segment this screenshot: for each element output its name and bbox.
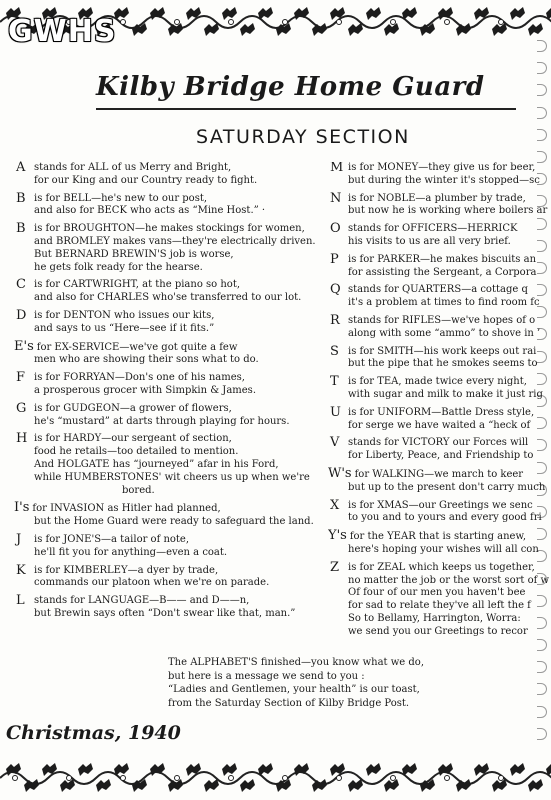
holly-leaf <box>204 779 219 792</box>
verse-line: for assisting the Sergeant, a Corpora <box>348 266 537 278</box>
verse-line: for sad to relate they've all left the f <box>348 600 531 612</box>
verse-line: and also for BECK who acts as “Mine Host.” · <box>34 205 266 217</box>
verse-entry <box>328 465 551 495</box>
spiral-ring <box>537 62 547 74</box>
verse-line: bored. <box>122 484 155 496</box>
verse-letter: R <box>330 312 340 328</box>
watermark-logo: GWHS <box>8 14 117 49</box>
verse-line: is for BELL—he's new to our post, <box>34 192 208 204</box>
verse-line: is for GUDGEON—a grower of flowers, <box>34 402 232 414</box>
verse-line: And HOLGATE has “journeyed” afar in his Ford, <box>34 458 279 470</box>
spiral-ring <box>537 661 547 673</box>
holly-berry <box>391 776 396 781</box>
verse-line: for Liberty, Peace, and Friendship to <box>348 450 534 462</box>
verse-line: stands for VICTORY our Forces will <box>348 437 529 449</box>
holly-leaf <box>510 7 525 20</box>
verse-line: stands for ALL of us Merry and Bright, <box>34 162 232 173</box>
verse-line: for serge we have waited a “heck of <box>348 419 531 431</box>
verse-line: but during the winter it's stopped—sc <box>348 174 540 186</box>
verse-letter: B <box>16 190 26 206</box>
verse-entry <box>328 223 551 249</box>
verse-letter: P <box>330 251 339 267</box>
verse-letter: Y's <box>328 528 347 544</box>
verse-letter: K <box>16 562 26 578</box>
verse-letter: E's <box>14 338 34 354</box>
footer-date: Christmas, 1940 <box>6 722 181 744</box>
spiral-ring <box>537 706 547 718</box>
verse-line: for our King and our Country ready to fight. <box>34 174 258 186</box>
verse-entry <box>328 497 551 526</box>
verse-line: is for ZEAL which keeps us together, <box>348 561 535 573</box>
holly-berry <box>67 776 72 781</box>
verse-line: is for JONE'S—a tailor of note, <box>34 533 190 545</box>
verse-line: is for FORRYAN—Don's one of his names, <box>34 372 245 384</box>
verse-line: and says to us “Here—see if it fits.” <box>34 322 215 334</box>
verse-entry <box>328 284 551 310</box>
verse-line: but Brewin says often “Don't swear like that, man.” <box>34 607 296 619</box>
verse-line: along with some “ammo” to shove in ’ <box>348 327 541 339</box>
verse-letter: L <box>16 593 25 609</box>
holly-berry <box>499 20 504 25</box>
verse-letter: A <box>16 160 26 175</box>
verse-letter: J <box>16 531 22 547</box>
holly-leaf <box>492 779 507 792</box>
holly-berry <box>283 776 288 781</box>
verse-letter: H <box>16 431 28 447</box>
verse-entry <box>14 279 314 305</box>
verse-line: and BROMLEY makes vans—they're electrically driven. <box>34 235 316 247</box>
closing-line: but here is a message we send to you : <box>168 670 365 682</box>
verse-line: Of four of our men you haven't bee <box>348 587 526 599</box>
holly-berry <box>175 20 180 25</box>
spiral-ring <box>537 107 547 119</box>
verse-entry <box>14 595 314 621</box>
verse-line: is for UNIFORM—Battle Dress style, <box>348 406 535 418</box>
holly-berry <box>283 20 288 25</box>
holly-leaf <box>510 763 525 776</box>
verse-line: while HUMBERSTONES' wit cheers us up when we're <box>34 471 310 483</box>
verse-line: is for NOBLE—a plumber by trade, <box>348 192 526 204</box>
verse-letter: Q <box>330 282 341 298</box>
verse-line: with sugar and milk to make it just rig <box>348 388 543 400</box>
spiral-ring <box>537 683 547 695</box>
verse-letter: I's <box>14 500 30 516</box>
verse-line: it's a problem at times to find room fc <box>348 297 540 309</box>
verse-letter: W's <box>328 465 352 481</box>
verse-line: is for MONEY—they give us for beer, <box>348 162 536 173</box>
verse-line: here's hoping your wishes will all con <box>348 543 539 555</box>
holly-berry <box>13 776 18 781</box>
holly-leaf <box>402 7 417 20</box>
verse-line: is for KIMBERLEY—a dyer by trade, <box>34 564 219 576</box>
verse-line: commands our platoon when we're on parade. <box>34 577 270 589</box>
verse-entry <box>14 562 314 591</box>
spiral-ring <box>537 40 547 52</box>
holly-leaf <box>204 23 219 36</box>
holly-border-bottom-graphic <box>0 756 551 800</box>
verse-entry <box>14 502 314 529</box>
verse-entry <box>328 404 551 433</box>
verse-line: stands for LANGUAGE—B—— and D——n, <box>34 595 250 607</box>
holly-leaf <box>366 763 381 776</box>
holly-border-bottom <box>0 756 551 800</box>
verse-line: for WALKING—we march to keer <box>354 468 524 480</box>
holly-leaf <box>258 7 273 20</box>
verse-letter: M <box>330 162 344 175</box>
verse-letter: O <box>330 221 341 237</box>
holly-berry <box>391 20 396 25</box>
holly-berry <box>229 20 234 25</box>
closing-verse <box>168 656 424 710</box>
verse-letter: C <box>16 277 26 293</box>
verse-line: is for DENTON who issues our kits, <box>34 309 215 321</box>
verse-line: we send you our Greetings to recor <box>348 625 528 637</box>
verse-letter: S <box>330 343 339 359</box>
verse-line: stands for QUARTERS—a cottage q <box>348 284 528 296</box>
holly-leaf <box>114 763 129 776</box>
holly-leaf <box>366 7 381 20</box>
verse-line: a prosperous grocer with Simpkin & James. <box>34 384 256 396</box>
verse-entry <box>328 162 551 188</box>
page-subtitle: SATURDAY SECTION <box>196 126 410 148</box>
closing-line: “Ladies and Gentlemen, your health” is our toast, <box>168 684 420 695</box>
closing-line: from the Saturday Section of Kilby Bridge Post. <box>168 697 410 709</box>
holly-leaf <box>222 763 237 776</box>
holly-berry <box>445 776 450 781</box>
verse-line: is for XMAS—our Greetings we senc <box>348 499 533 511</box>
verse-line: for EX-SERVICE—we've got quite a few <box>36 341 238 353</box>
holly-leaf <box>240 23 255 36</box>
holly-leaf <box>348 23 363 36</box>
verse-line: is for BROUGHTON—he makes stockings for women, <box>34 223 305 235</box>
verse-letter: G <box>16 400 27 416</box>
holly-berry <box>121 776 126 781</box>
verse-letter: B <box>16 221 26 237</box>
verse-letter: X <box>330 497 340 513</box>
verse-line: to you and to yours and every good fri <box>348 512 542 524</box>
verse-entry <box>14 433 314 497</box>
holly-leaf <box>222 7 237 20</box>
verse-line: is for PARKER—he makes biscuits an <box>348 253 537 265</box>
verse-line: but the pipe that he smokes seems to <box>348 358 538 370</box>
verse-letter: U <box>330 404 341 420</box>
verse-entry <box>328 530 551 557</box>
verse-entry <box>14 223 314 274</box>
holly-leaf <box>384 23 399 36</box>
verse-letter: T <box>330 374 339 390</box>
holly-leaf <box>402 763 417 776</box>
spiral-ring <box>537 129 547 141</box>
verse-line: stands for OFFICERS—HERRICK <box>348 223 518 235</box>
verse-line: he gets folk ready for the hearse. <box>34 261 203 273</box>
holly-leaf <box>492 23 507 36</box>
holly-berry <box>499 776 504 781</box>
holly-berry <box>337 776 342 781</box>
verse-letter: F <box>16 370 26 386</box>
verse-line: is for TEA, made twice every night, <box>348 376 527 388</box>
closing-line: The ALPHABET'S finished—you know what we do, <box>168 657 425 668</box>
verse-entry <box>328 343 551 372</box>
verse-column-left <box>14 162 314 626</box>
verse-letter: D <box>16 307 27 323</box>
verse-line: but now he is working where boilers ar <box>348 205 548 217</box>
verse-letter: N <box>330 190 342 206</box>
holly-berry <box>175 776 180 781</box>
verse-entry <box>328 312 551 341</box>
holly-leaf <box>258 763 273 776</box>
spiral-ring <box>537 84 547 96</box>
verse-entry <box>14 162 314 188</box>
verse-line: men who are showing their sons what to do. <box>34 354 259 366</box>
verse-line: for INVASION as Hitler had planned, <box>32 503 221 515</box>
holly-leaf <box>348 779 363 792</box>
verse-entry <box>328 437 551 463</box>
verse-entry <box>14 372 314 398</box>
holly-leaf <box>78 763 93 776</box>
verse-line: food he retails—too detailed to mention. <box>34 446 239 458</box>
verse-entry <box>328 190 551 219</box>
verse-column-right <box>328 162 551 644</box>
verse-entry <box>14 400 314 429</box>
verse-entry <box>14 190 314 219</box>
verse-letter: Z <box>330 559 340 575</box>
verse-line: he's “mustard” at darts through playing for hours. <box>34 415 290 427</box>
verse-line: and also for CHARLES who'se transferred to our lot. <box>34 292 302 304</box>
verse-line: But BERNARD BREWIN'S job is worse, <box>34 248 234 260</box>
holly-berry <box>121 20 126 25</box>
verse-line: is for SMITH—his work keeps out rai <box>348 345 537 357</box>
verse-entry <box>328 559 551 639</box>
verse-entry <box>14 307 314 336</box>
verse-line: but up to the present don't carry much <box>348 481 546 493</box>
verse-line: is for CARTWRIGHT, at the piano so hot, <box>34 279 241 291</box>
holly-leaf <box>240 779 255 792</box>
holly-leaf <box>60 779 75 792</box>
holly-berry <box>337 20 342 25</box>
verse-line: is for HARDY—our sergeant of section, <box>34 433 232 445</box>
verse-line: So to Bellamy, Harrington, Worra: <box>348 612 521 624</box>
page-title: Kilby Bridge Home Guard <box>96 72 485 102</box>
holly-leaf <box>528 779 543 792</box>
verse-line: stands for RIFLES—we've hopes of o <box>348 314 536 326</box>
holly-leaf <box>528 23 543 36</box>
spiral-ring <box>537 728 547 740</box>
verse-line: he'll fit you for anything—even a coat. <box>34 546 228 558</box>
holly-berry <box>229 776 234 781</box>
holly-berry <box>445 20 450 25</box>
verse-entry <box>328 251 551 280</box>
verse-entry <box>14 338 314 368</box>
holly-leaf <box>384 779 399 792</box>
holly-leaf <box>96 779 111 792</box>
verse-entry <box>14 531 314 560</box>
verse-letter: V <box>330 435 340 451</box>
verse-line: his visits to us are all very brief. <box>348 235 511 247</box>
verse-entry <box>328 376 551 402</box>
verse-line: but the Home Guard were ready to safeguard the land. <box>34 516 314 528</box>
verse-line: for the YEAR that is starting anew, <box>349 531 527 543</box>
verse-line: no matter the job or the worst sort of w <box>348 574 550 586</box>
title-divider <box>96 108 516 110</box>
